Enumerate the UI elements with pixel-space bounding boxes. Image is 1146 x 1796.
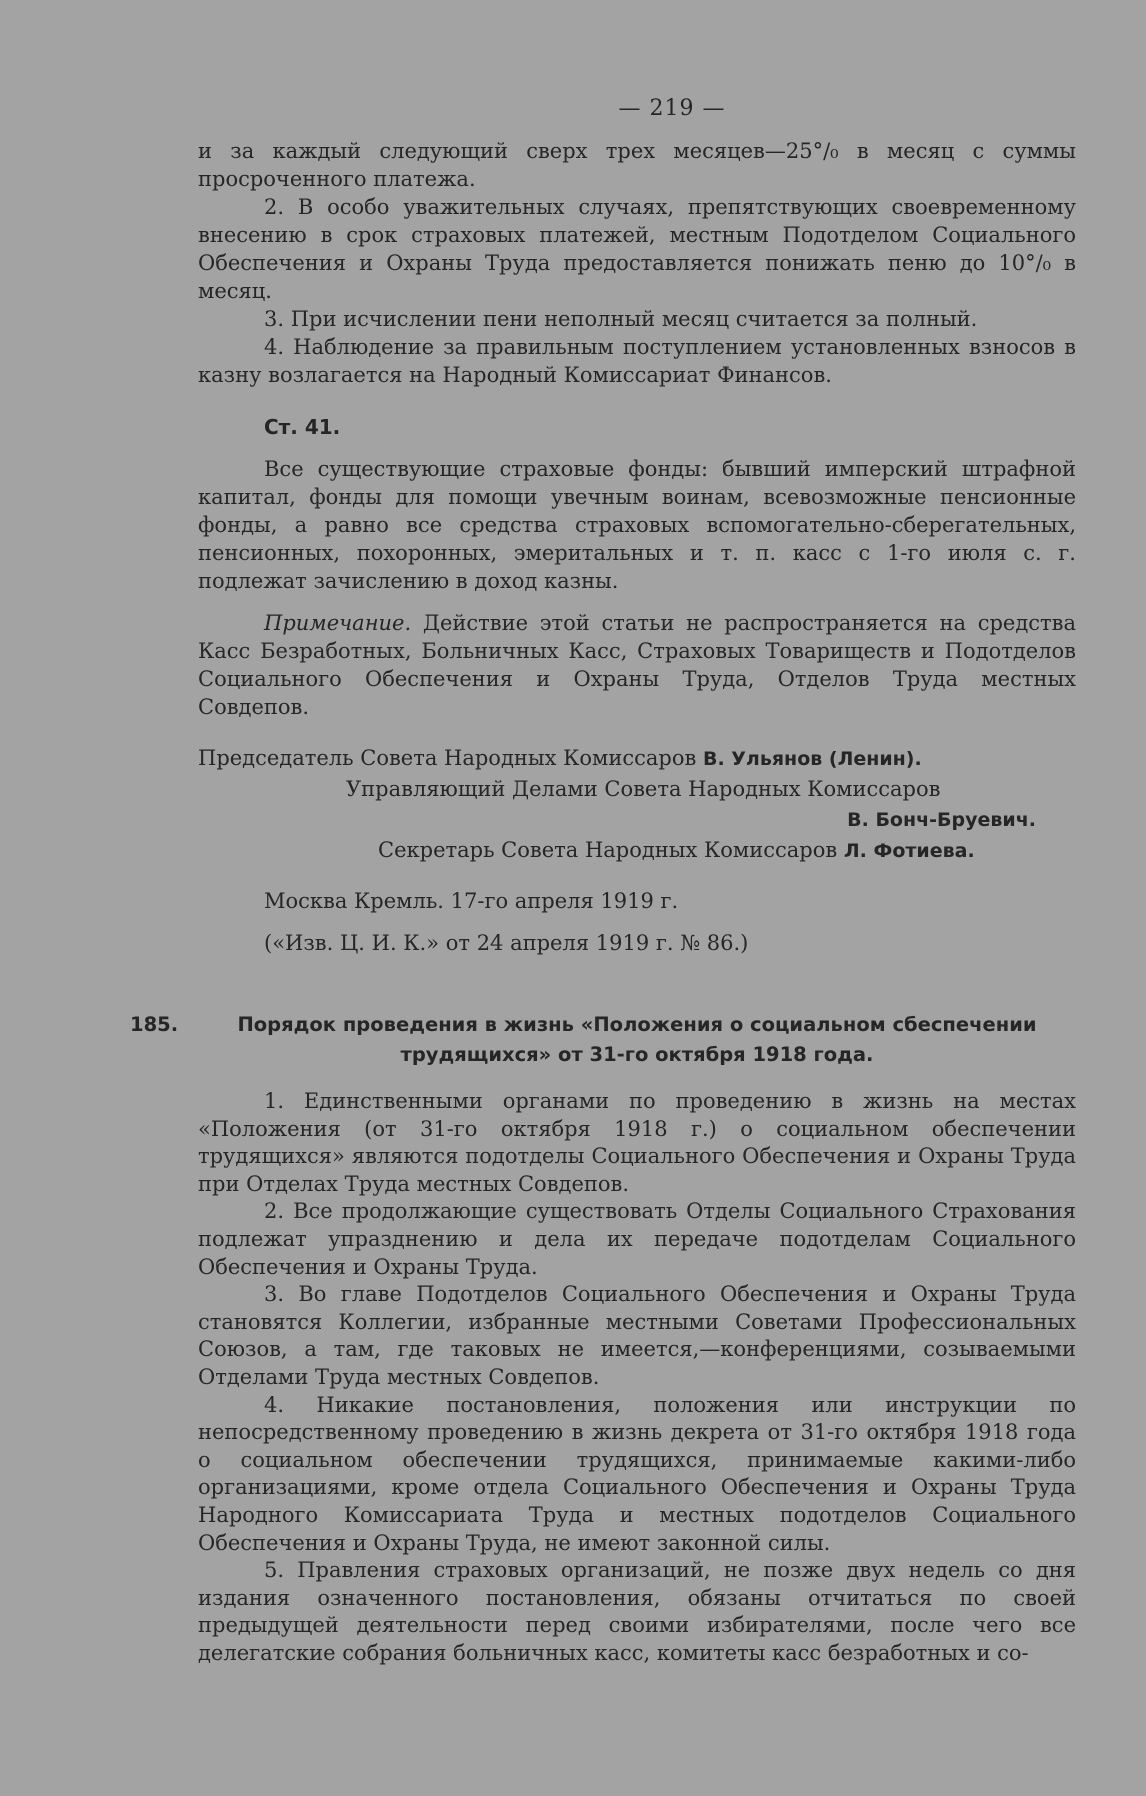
section-paragraph: 2. Все продолжающие существовать Отделы Социального Страхования подлежат упразднению и дела их передаче подотделам Социального Обеспечения и Охраны Труда. xyxy=(198,1199,1076,1279)
secretary-title: Секретарь Совета Народных Комиссаров xyxy=(378,838,844,862)
source-reference: («Изв. Ц. И. К.» от 24 апреля 1919 г. № 86.) xyxy=(264,931,749,955)
signature-secretary xyxy=(198,835,1076,866)
manager-name: В. Бонч-Бруевич. xyxy=(847,809,1036,831)
page-number: — 219 — xyxy=(618,96,726,121)
chair-title: Председатель Совета Народных Комиссаров xyxy=(198,746,703,770)
section-paragraph: 3. Во главе Подотделов Социального Обеспечения и Охраны Труда становятся Коллегии, избранные местными Советами Профессиональных Союзов, а там, где таковых не имеется,—конференциями, созываемыми Отделами Труда местных Совдепов. xyxy=(198,1282,1076,1389)
section-heading xyxy=(130,1010,1076,1070)
note-lead: Примечание. xyxy=(264,611,412,635)
article-note xyxy=(198,609,1076,721)
page-content xyxy=(130,96,1076,1667)
section-title-line2: трудящихся» от 31-го октября 1918 года. xyxy=(400,1043,874,1066)
article-title: Ст. 41. xyxy=(264,415,341,439)
signature-manager xyxy=(198,804,1076,835)
section-paragraph: 5. Правления страховых организаций, не позже двух недель со дня издания означенного постановления, обязаны отчитаться по своей предыдущей деятельности перед своими избирателями, после чего все делегатские собрания больничных касс, комитеты касс безработных и со- xyxy=(198,1558,1076,1665)
signature-chair xyxy=(198,743,1076,774)
intro-paragraph: 3. При исчислении пени неполный месяц считается за полный. xyxy=(264,307,978,331)
manager-title: Управляющий Делами Совета Народных Комиссаров xyxy=(346,777,941,801)
section-paragraph: 1. Единственными органами по проведению в жизнь на местах «Положения (от 31-го октября 1918 г.) о социальном обеспечении трудящихся» являются подотделы Социального Обеспечения и Охраны Труда при Отделах Труда местных Совдепов. xyxy=(198,1089,1076,1196)
intro-paragraph: и за каждый следующий сверх трех месяцев—25°/₀ в месяц с суммы просроченного платежа. xyxy=(198,139,1076,191)
intro-paragraph: 2. В особо уважительных случаях, препятствующих своевременному внесению в срок страховых платежей, местным Подотделом Социального Обеспечения и Охраны Труда предоставляется понижать пеню до 10°/₀ в месяц. xyxy=(198,195,1076,303)
chair-name: В. Ульянов (Ленин). xyxy=(702,748,922,770)
secretary-name: Л. Фотиева. xyxy=(843,840,975,862)
section-paragraph: 4. Никакие постановления, положения или инструкции по непосредственному проведению в жизнь декрета от 31-го октября 1918 года о социальном обеспечении трудящихся, принимаемые какими-либо организациями, кроме отдела Социального Обеспечения и Охраны Труда Народного Комиссариата Труда и местных подотделов Социального Обеспечения и Охраны Труда, не имеют законной силы. xyxy=(198,1392,1076,1555)
section-number: 185. xyxy=(130,1013,179,1036)
note-text: Действие этой статьи не распространяется на средства Касс Безработных, Больничных Касс, Страховых Товариществ и Подотделов Социального Обеспечения и Охраны Труда, Отделов Труда местных Совдепов. xyxy=(198,611,1076,719)
place-date: Москва Кремль. 17-го апреля 1919 г. xyxy=(264,889,679,913)
intro-paragraph: 4. Наблюдение за правильным поступлением установленных взносов в казну возлагается на Народный Комиссариат Финансов. xyxy=(198,335,1076,387)
article-text: Все существующие страховые фонды: бывший имперский штрафной капитал, фонды для помощи увечным воинам, всевозможные пенсионные фонды, а равно все средства страховых вспомогательно-сберегательных, пенсионных, похоронных, эмеритальных и т. п. касс с 1-го июля с. г. подлежат зачислению в доход казны. xyxy=(198,457,1076,593)
section-title-line1: Порядок проведения в жизнь «Положения о социальном сбеспечении xyxy=(237,1013,1037,1036)
section-body xyxy=(198,1088,1076,1667)
